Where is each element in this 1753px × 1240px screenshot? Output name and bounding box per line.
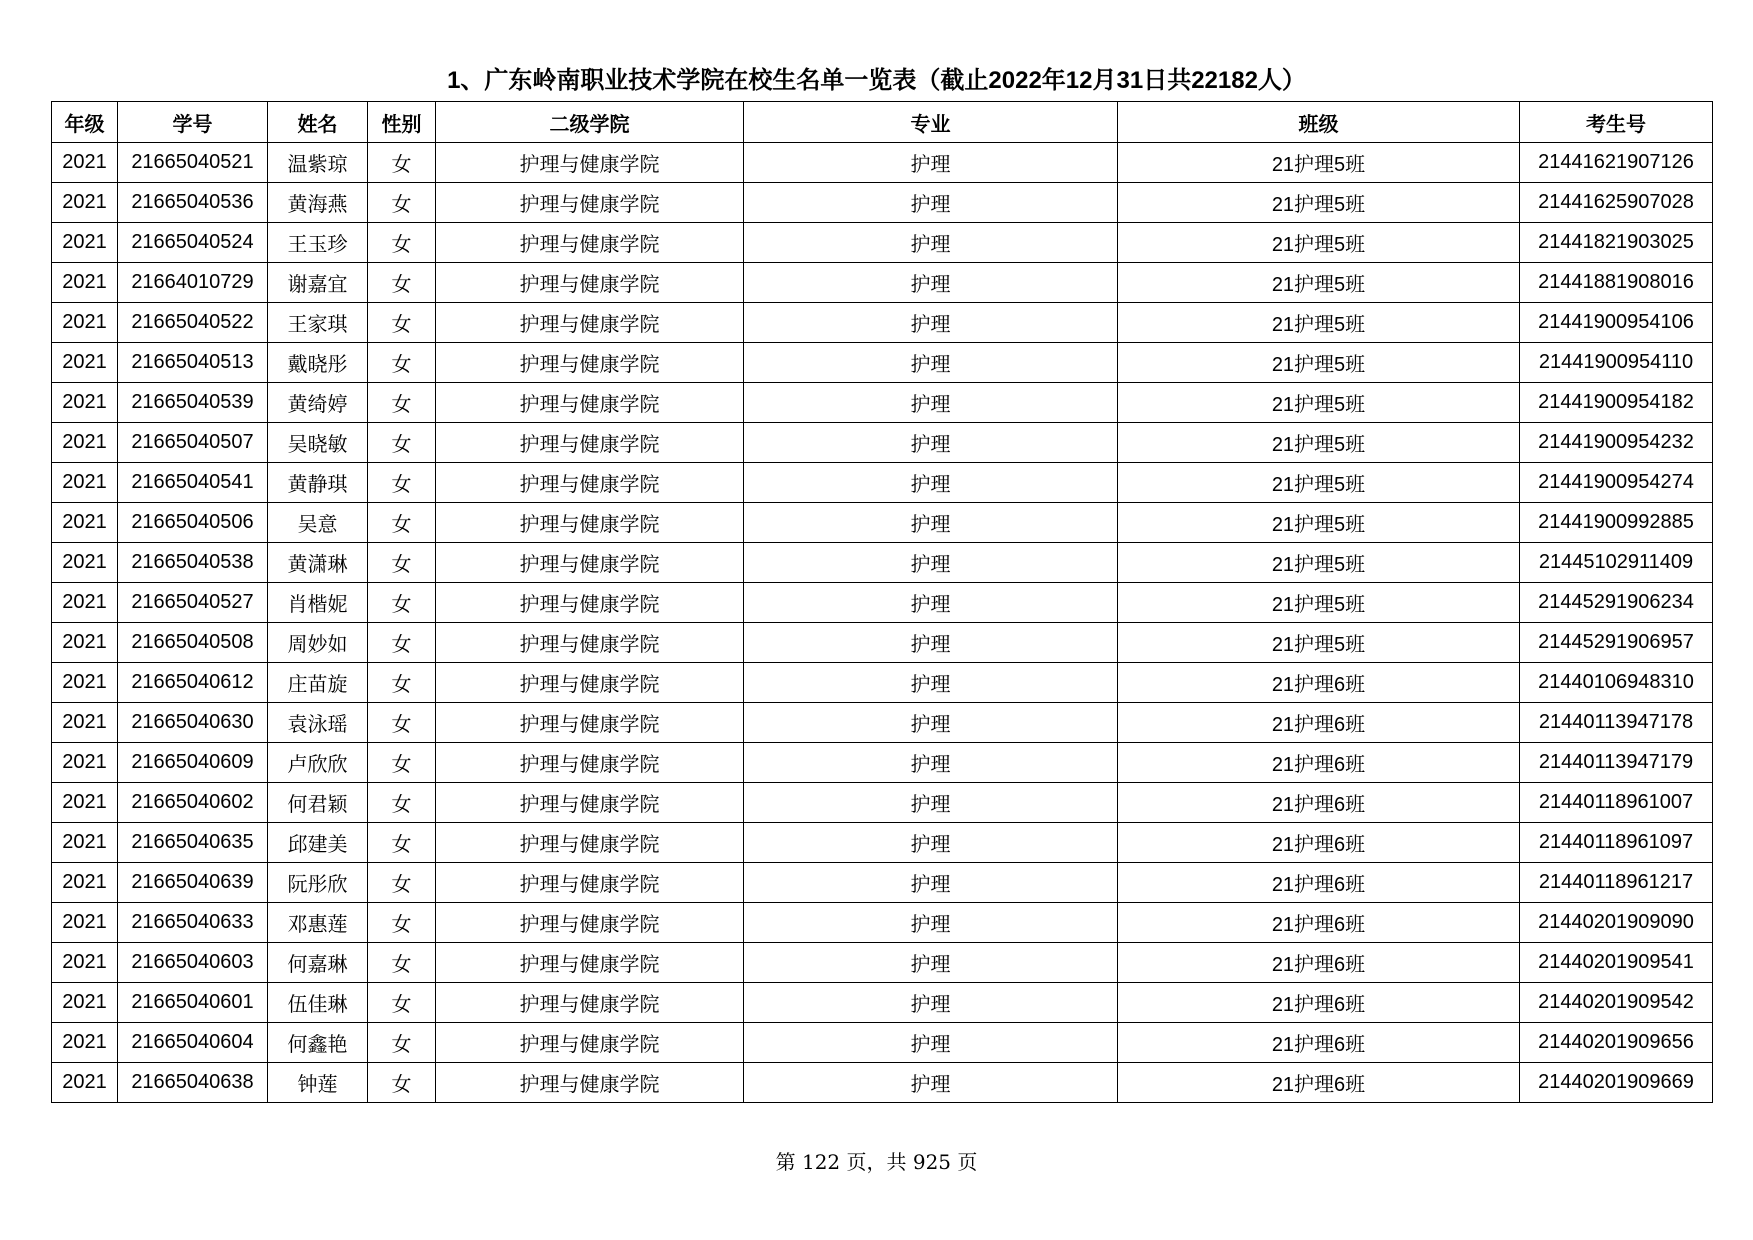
table-row (52, 423, 1713, 463)
exam-number-cell: 21445291906234 (1520, 583, 1713, 623)
exam-number-cell: 21440106948310 (1520, 663, 1713, 703)
student-id-cell: 21665040603 (118, 943, 268, 983)
college-cell: 护理与健康学院 (436, 823, 744, 863)
student-id-cell: 21665040635 (118, 823, 268, 863)
student-id-cell: 21665040633 (118, 903, 268, 943)
grade-cell: 2021 (52, 663, 118, 703)
exam-number-cell: 21440113947179 (1520, 743, 1713, 783)
class-cell: 21护理5班 (1118, 143, 1520, 183)
grade-cell: 2021 (52, 343, 118, 383)
exam-number-cell: 21440201909656 (1520, 1023, 1713, 1063)
table-row (52, 383, 1713, 423)
student-id-cell: 21665040630 (118, 703, 268, 743)
table-row (52, 143, 1713, 183)
name-cell: 戴晓彤 (268, 343, 368, 383)
major-cell: 护理 (744, 903, 1118, 943)
student-id-cell: 21664010729 (118, 263, 268, 303)
grade-cell: 2021 (52, 543, 118, 583)
major-cell: 护理 (744, 263, 1118, 303)
name-cell: 肖楷妮 (268, 583, 368, 623)
major-cell: 护理 (744, 703, 1118, 743)
header-exam-number: 考生号 (1520, 102, 1713, 143)
exam-number-cell: 21440118961217 (1520, 863, 1713, 903)
grade-cell: 2021 (52, 183, 118, 223)
student-id-cell: 21665040612 (118, 663, 268, 703)
class-cell: 21护理5班 (1118, 383, 1520, 423)
grade-cell: 2021 (52, 223, 118, 263)
college-cell: 护理与健康学院 (436, 543, 744, 583)
student-id-cell: 21665040536 (118, 183, 268, 223)
gender-cell: 女 (368, 263, 436, 303)
table-row (52, 263, 1713, 303)
major-cell: 护理 (744, 983, 1118, 1023)
table-row (52, 1063, 1713, 1103)
gender-cell: 女 (368, 623, 436, 663)
class-cell: 21护理6班 (1118, 983, 1520, 1023)
grade-cell: 2021 (52, 903, 118, 943)
table-row (52, 703, 1713, 743)
grade-cell: 2021 (52, 383, 118, 423)
exam-number-cell: 21441621907126 (1520, 143, 1713, 183)
header-student-id: 学号 (118, 102, 268, 143)
major-cell: 护理 (744, 783, 1118, 823)
class-cell: 21护理6班 (1118, 743, 1520, 783)
major-cell: 护理 (744, 943, 1118, 983)
student-id-cell: 21665040604 (118, 1023, 268, 1063)
exam-number-cell: 21441900954232 (1520, 423, 1713, 463)
student-id-cell: 21665040524 (118, 223, 268, 263)
table-row (52, 623, 1713, 663)
student-id-cell: 21665040507 (118, 423, 268, 463)
class-cell: 21护理5班 (1118, 263, 1520, 303)
gender-cell: 女 (368, 743, 436, 783)
grade-cell: 2021 (52, 463, 118, 503)
college-cell: 护理与健康学院 (436, 623, 744, 663)
table-row (52, 1023, 1713, 1063)
grade-cell: 2021 (52, 823, 118, 863)
exam-number-cell: 21440201909542 (1520, 983, 1713, 1023)
table-row (52, 743, 1713, 783)
gender-cell: 女 (368, 143, 436, 183)
grade-cell: 2021 (52, 863, 118, 903)
college-cell: 护理与健康学院 (436, 663, 744, 703)
exam-number-cell: 21440201909090 (1520, 903, 1713, 943)
header-gender: 性别 (368, 102, 436, 143)
college-cell: 护理与健康学院 (436, 703, 744, 743)
college-cell: 护理与健康学院 (436, 223, 744, 263)
name-cell: 谢嘉宜 (268, 263, 368, 303)
gender-cell: 女 (368, 1063, 436, 1103)
class-cell: 21护理5班 (1118, 303, 1520, 343)
exam-number-cell: 21440113947178 (1520, 703, 1713, 743)
table-row (52, 903, 1713, 943)
gender-cell: 女 (368, 663, 436, 703)
name-cell: 吴晓敏 (268, 423, 368, 463)
major-cell: 护理 (744, 1023, 1118, 1063)
exam-number-cell: 21441900954110 (1520, 343, 1713, 383)
exam-number-cell: 21441900954106 (1520, 303, 1713, 343)
name-cell: 温紫琼 (268, 143, 368, 183)
table-row (52, 943, 1713, 983)
table-header-row (52, 102, 1713, 143)
student-id-cell: 21665040506 (118, 503, 268, 543)
major-cell: 护理 (744, 503, 1118, 543)
name-cell: 吴意 (268, 503, 368, 543)
header-class: 班级 (1118, 102, 1520, 143)
major-cell: 护理 (744, 343, 1118, 383)
gender-cell: 女 (368, 863, 436, 903)
gender-cell: 女 (368, 1023, 436, 1063)
major-cell: 护理 (744, 743, 1118, 783)
grade-cell: 2021 (52, 423, 118, 463)
name-cell: 周妙如 (268, 623, 368, 663)
college-cell: 护理与健康学院 (436, 1063, 744, 1103)
name-cell: 黄潇琳 (268, 543, 368, 583)
name-cell: 何鑫艳 (268, 1023, 368, 1063)
table-row (52, 583, 1713, 623)
table-row (52, 663, 1713, 703)
grade-cell: 2021 (52, 623, 118, 663)
exam-number-cell: 21441881908016 (1520, 263, 1713, 303)
college-cell: 护理与健康学院 (436, 583, 744, 623)
student-id-cell: 21665040638 (118, 1063, 268, 1103)
name-cell: 王玉珍 (268, 223, 368, 263)
gender-cell: 女 (368, 943, 436, 983)
table-row (52, 983, 1713, 1023)
student-id-cell: 21665040639 (118, 863, 268, 903)
gender-cell: 女 (368, 383, 436, 423)
student-id-cell: 21665040508 (118, 623, 268, 663)
name-cell: 黄静琪 (268, 463, 368, 503)
header-grade: 年级 (52, 102, 118, 143)
table-row (52, 223, 1713, 263)
student-table (51, 101, 1713, 1103)
name-cell: 伍佳琳 (268, 983, 368, 1023)
major-cell: 护理 (744, 583, 1118, 623)
college-cell: 护理与健康学院 (436, 903, 744, 943)
grade-cell: 2021 (52, 303, 118, 343)
student-id-cell: 21665040602 (118, 783, 268, 823)
college-cell: 护理与健康学院 (436, 303, 744, 343)
table-row (52, 343, 1713, 383)
major-cell: 护理 (744, 823, 1118, 863)
header-college: 二级学院 (436, 102, 744, 143)
grade-cell: 2021 (52, 143, 118, 183)
gender-cell: 女 (368, 903, 436, 943)
class-cell: 21护理5班 (1118, 463, 1520, 503)
gender-cell: 女 (368, 703, 436, 743)
major-cell: 护理 (744, 1063, 1118, 1103)
student-id-cell: 21665040541 (118, 463, 268, 503)
student-id-cell: 21665040601 (118, 983, 268, 1023)
grade-cell: 2021 (52, 1063, 118, 1103)
exam-number-cell: 21440201909669 (1520, 1063, 1713, 1103)
major-cell: 护理 (744, 383, 1118, 423)
grade-cell: 2021 (52, 1023, 118, 1063)
gender-cell: 女 (368, 783, 436, 823)
major-cell: 护理 (744, 863, 1118, 903)
name-cell: 何君颖 (268, 783, 368, 823)
table-row (52, 463, 1713, 503)
name-cell: 阮彤欣 (268, 863, 368, 903)
exam-number-cell: 21440201909541 (1520, 943, 1713, 983)
college-cell: 护理与健康学院 (436, 943, 744, 983)
table-row (52, 303, 1713, 343)
exam-number-cell: 21441625907028 (1520, 183, 1713, 223)
major-cell: 护理 (744, 143, 1118, 183)
class-cell: 21护理6班 (1118, 823, 1520, 863)
gender-cell: 女 (368, 423, 436, 463)
name-cell: 庄苗旋 (268, 663, 368, 703)
name-cell: 邓惠莲 (268, 903, 368, 943)
class-cell: 21护理5班 (1118, 223, 1520, 263)
college-cell: 护理与健康学院 (436, 383, 744, 423)
table-row (52, 783, 1713, 823)
table-row (52, 823, 1713, 863)
college-cell: 护理与健康学院 (436, 463, 744, 503)
table-body (52, 143, 1713, 1103)
college-cell: 护理与健康学院 (436, 783, 744, 823)
major-cell: 护理 (744, 303, 1118, 343)
name-cell: 黄绮婷 (268, 383, 368, 423)
page-number: 第 122 页，共 925 页 (775, 1150, 978, 1174)
grade-cell: 2021 (52, 783, 118, 823)
class-cell: 21护理5班 (1118, 423, 1520, 463)
student-id-cell: 21665040527 (118, 583, 268, 623)
table-row (52, 543, 1713, 583)
class-cell: 21护理6班 (1118, 903, 1520, 943)
gender-cell: 女 (368, 223, 436, 263)
major-cell: 护理 (744, 223, 1118, 263)
major-cell: 护理 (744, 463, 1118, 503)
class-cell: 21护理6班 (1118, 943, 1520, 983)
class-cell: 21护理6班 (1118, 663, 1520, 703)
exam-number-cell: 21441900992885 (1520, 503, 1713, 543)
class-cell: 21护理6班 (1118, 1063, 1520, 1103)
grade-cell: 2021 (52, 263, 118, 303)
exam-number-cell: 21445291906957 (1520, 623, 1713, 663)
gender-cell: 女 (368, 503, 436, 543)
class-cell: 21护理5班 (1118, 343, 1520, 383)
exam-number-cell: 21441900954274 (1520, 463, 1713, 503)
student-id-cell: 21665040521 (118, 143, 268, 183)
college-cell: 护理与健康学院 (436, 1023, 744, 1063)
exam-number-cell: 21445102911409 (1520, 543, 1713, 583)
college-cell: 护理与健康学院 (436, 983, 744, 1023)
page-title: 1、广东岭南职业技术学院在校生名单一览表（截止2022年12月31日共22182人） (447, 67, 1306, 94)
name-cell: 邱建美 (268, 823, 368, 863)
major-cell: 护理 (744, 183, 1118, 223)
class-cell: 21护理5班 (1118, 183, 1520, 223)
exam-number-cell: 21441900954182 (1520, 383, 1713, 423)
student-id-cell: 21665040539 (118, 383, 268, 423)
header-major: 专业 (744, 102, 1118, 143)
class-cell: 21护理5班 (1118, 623, 1520, 663)
college-cell: 护理与健康学院 (436, 423, 744, 463)
grade-cell: 2021 (52, 503, 118, 543)
name-cell: 袁泳瑶 (268, 703, 368, 743)
gender-cell: 女 (368, 583, 436, 623)
gender-cell: 女 (368, 183, 436, 223)
class-cell: 21护理6班 (1118, 1023, 1520, 1063)
class-cell: 21护理5班 (1118, 543, 1520, 583)
major-cell: 护理 (744, 663, 1118, 703)
table-row (52, 863, 1713, 903)
student-id-cell: 21665040513 (118, 343, 268, 383)
table-row (52, 183, 1713, 223)
class-cell: 21护理6班 (1118, 863, 1520, 903)
gender-cell: 女 (368, 823, 436, 863)
class-cell: 21护理5班 (1118, 583, 1520, 623)
grade-cell: 2021 (52, 583, 118, 623)
gender-cell: 女 (368, 983, 436, 1023)
name-cell: 王家琪 (268, 303, 368, 343)
major-cell: 护理 (744, 423, 1118, 463)
gender-cell: 女 (368, 343, 436, 383)
student-id-cell: 21665040609 (118, 743, 268, 783)
major-cell: 护理 (744, 543, 1118, 583)
student-id-cell: 21665040522 (118, 303, 268, 343)
college-cell: 护理与健康学院 (436, 183, 744, 223)
grade-cell: 2021 (52, 943, 118, 983)
class-cell: 21护理5班 (1118, 503, 1520, 543)
grade-cell: 2021 (52, 983, 118, 1023)
class-cell: 21护理6班 (1118, 703, 1520, 743)
grade-cell: 2021 (52, 703, 118, 743)
grade-cell: 2021 (52, 743, 118, 783)
table-row (52, 503, 1713, 543)
exam-number-cell: 21441821903025 (1520, 223, 1713, 263)
college-cell: 护理与健康学院 (436, 743, 744, 783)
header-name: 姓名 (268, 102, 368, 143)
college-cell: 护理与健康学院 (436, 263, 744, 303)
name-cell: 黄海燕 (268, 183, 368, 223)
exam-number-cell: 21440118961007 (1520, 783, 1713, 823)
name-cell: 何嘉琳 (268, 943, 368, 983)
major-cell: 护理 (744, 623, 1118, 663)
college-cell: 护理与健康学院 (436, 503, 744, 543)
college-cell: 护理与健康学院 (436, 143, 744, 183)
name-cell: 钟莲 (268, 1063, 368, 1103)
student-id-cell: 21665040538 (118, 543, 268, 583)
gender-cell: 女 (368, 463, 436, 503)
college-cell: 护理与健康学院 (436, 343, 744, 383)
class-cell: 21护理6班 (1118, 783, 1520, 823)
college-cell: 护理与健康学院 (436, 863, 744, 903)
exam-number-cell: 21440118961097 (1520, 823, 1713, 863)
gender-cell: 女 (368, 543, 436, 583)
name-cell: 卢欣欣 (268, 743, 368, 783)
gender-cell: 女 (368, 303, 436, 343)
